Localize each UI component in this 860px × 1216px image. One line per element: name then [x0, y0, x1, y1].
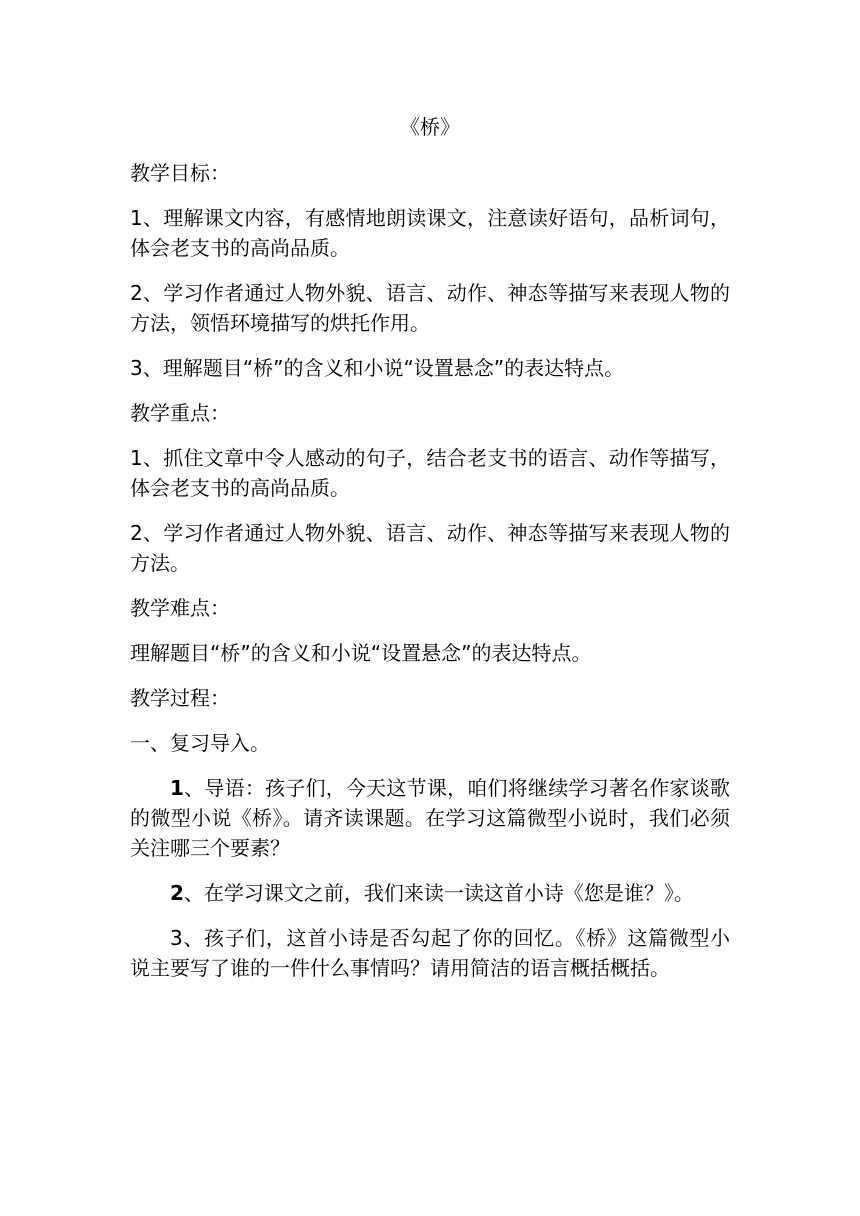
objective-3: 3、理解题目“桥”的含义和小说“设置悬念”的表达特点。 [130, 356, 625, 380]
key-point-2: 2、学习作者通过人物外貌、语言、动作、神态等描写来表现人物的方法。 [130, 521, 730, 575]
process-item-2-text: 、在学习课文之前，我们来读一读这首小诗《您是谁？》。 [183, 881, 694, 905]
process-item-1-text: 、导语：孩子们，今天这节课，咱们将继续学习著名作家谈歌的微型小说《桥》。请齐读课题。在学习这篇微型小说时，我们必须关注哪三个要素？ [130, 776, 730, 860]
process-item-1-number: 1 [170, 776, 184, 800]
objective-2: 2、学习作者通过人物外貌、语言、动作、神态等描写来表现人物的方法，领悟环境描写的烘托作用。 [130, 281, 730, 335]
process-item-3: 3、孩子们，这首小诗是否勾起了你的回忆。《桥》这篇微型小说主要写了谁的一件什么事情吗？请用简洁的语言概括概括。 [130, 926, 730, 980]
objective-1: 1、理解课文内容，有感情地朗读课文，注意读好语句，品析词句，体会老支书的高尚品质。 [130, 206, 730, 260]
section-heading-objectives: 教学目标： [130, 161, 230, 185]
process-item-2-number: 2 [170, 881, 184, 905]
document-title: 《桥》 [400, 115, 460, 139]
process-step-heading: 一、复习导入。 [130, 731, 270, 755]
document-page [130, 112, 730, 998]
key-point-1: 1、抓住文章中令人感动的句子，结合老支书的语言、动作等描写，体会老支书的高尚品质。 [130, 446, 730, 500]
section-heading-difficulties: 教学难点： [130, 596, 230, 620]
difficulty-1: 理解题目“桥”的含义和小说“设置悬念”的表达特点。 [130, 641, 592, 665]
process-item-1 [130, 773, 730, 863]
process-item-2 [130, 878, 730, 908]
section-heading-process: 教学过程： [130, 686, 230, 710]
section-heading-key-points: 教学重点： [130, 401, 230, 425]
